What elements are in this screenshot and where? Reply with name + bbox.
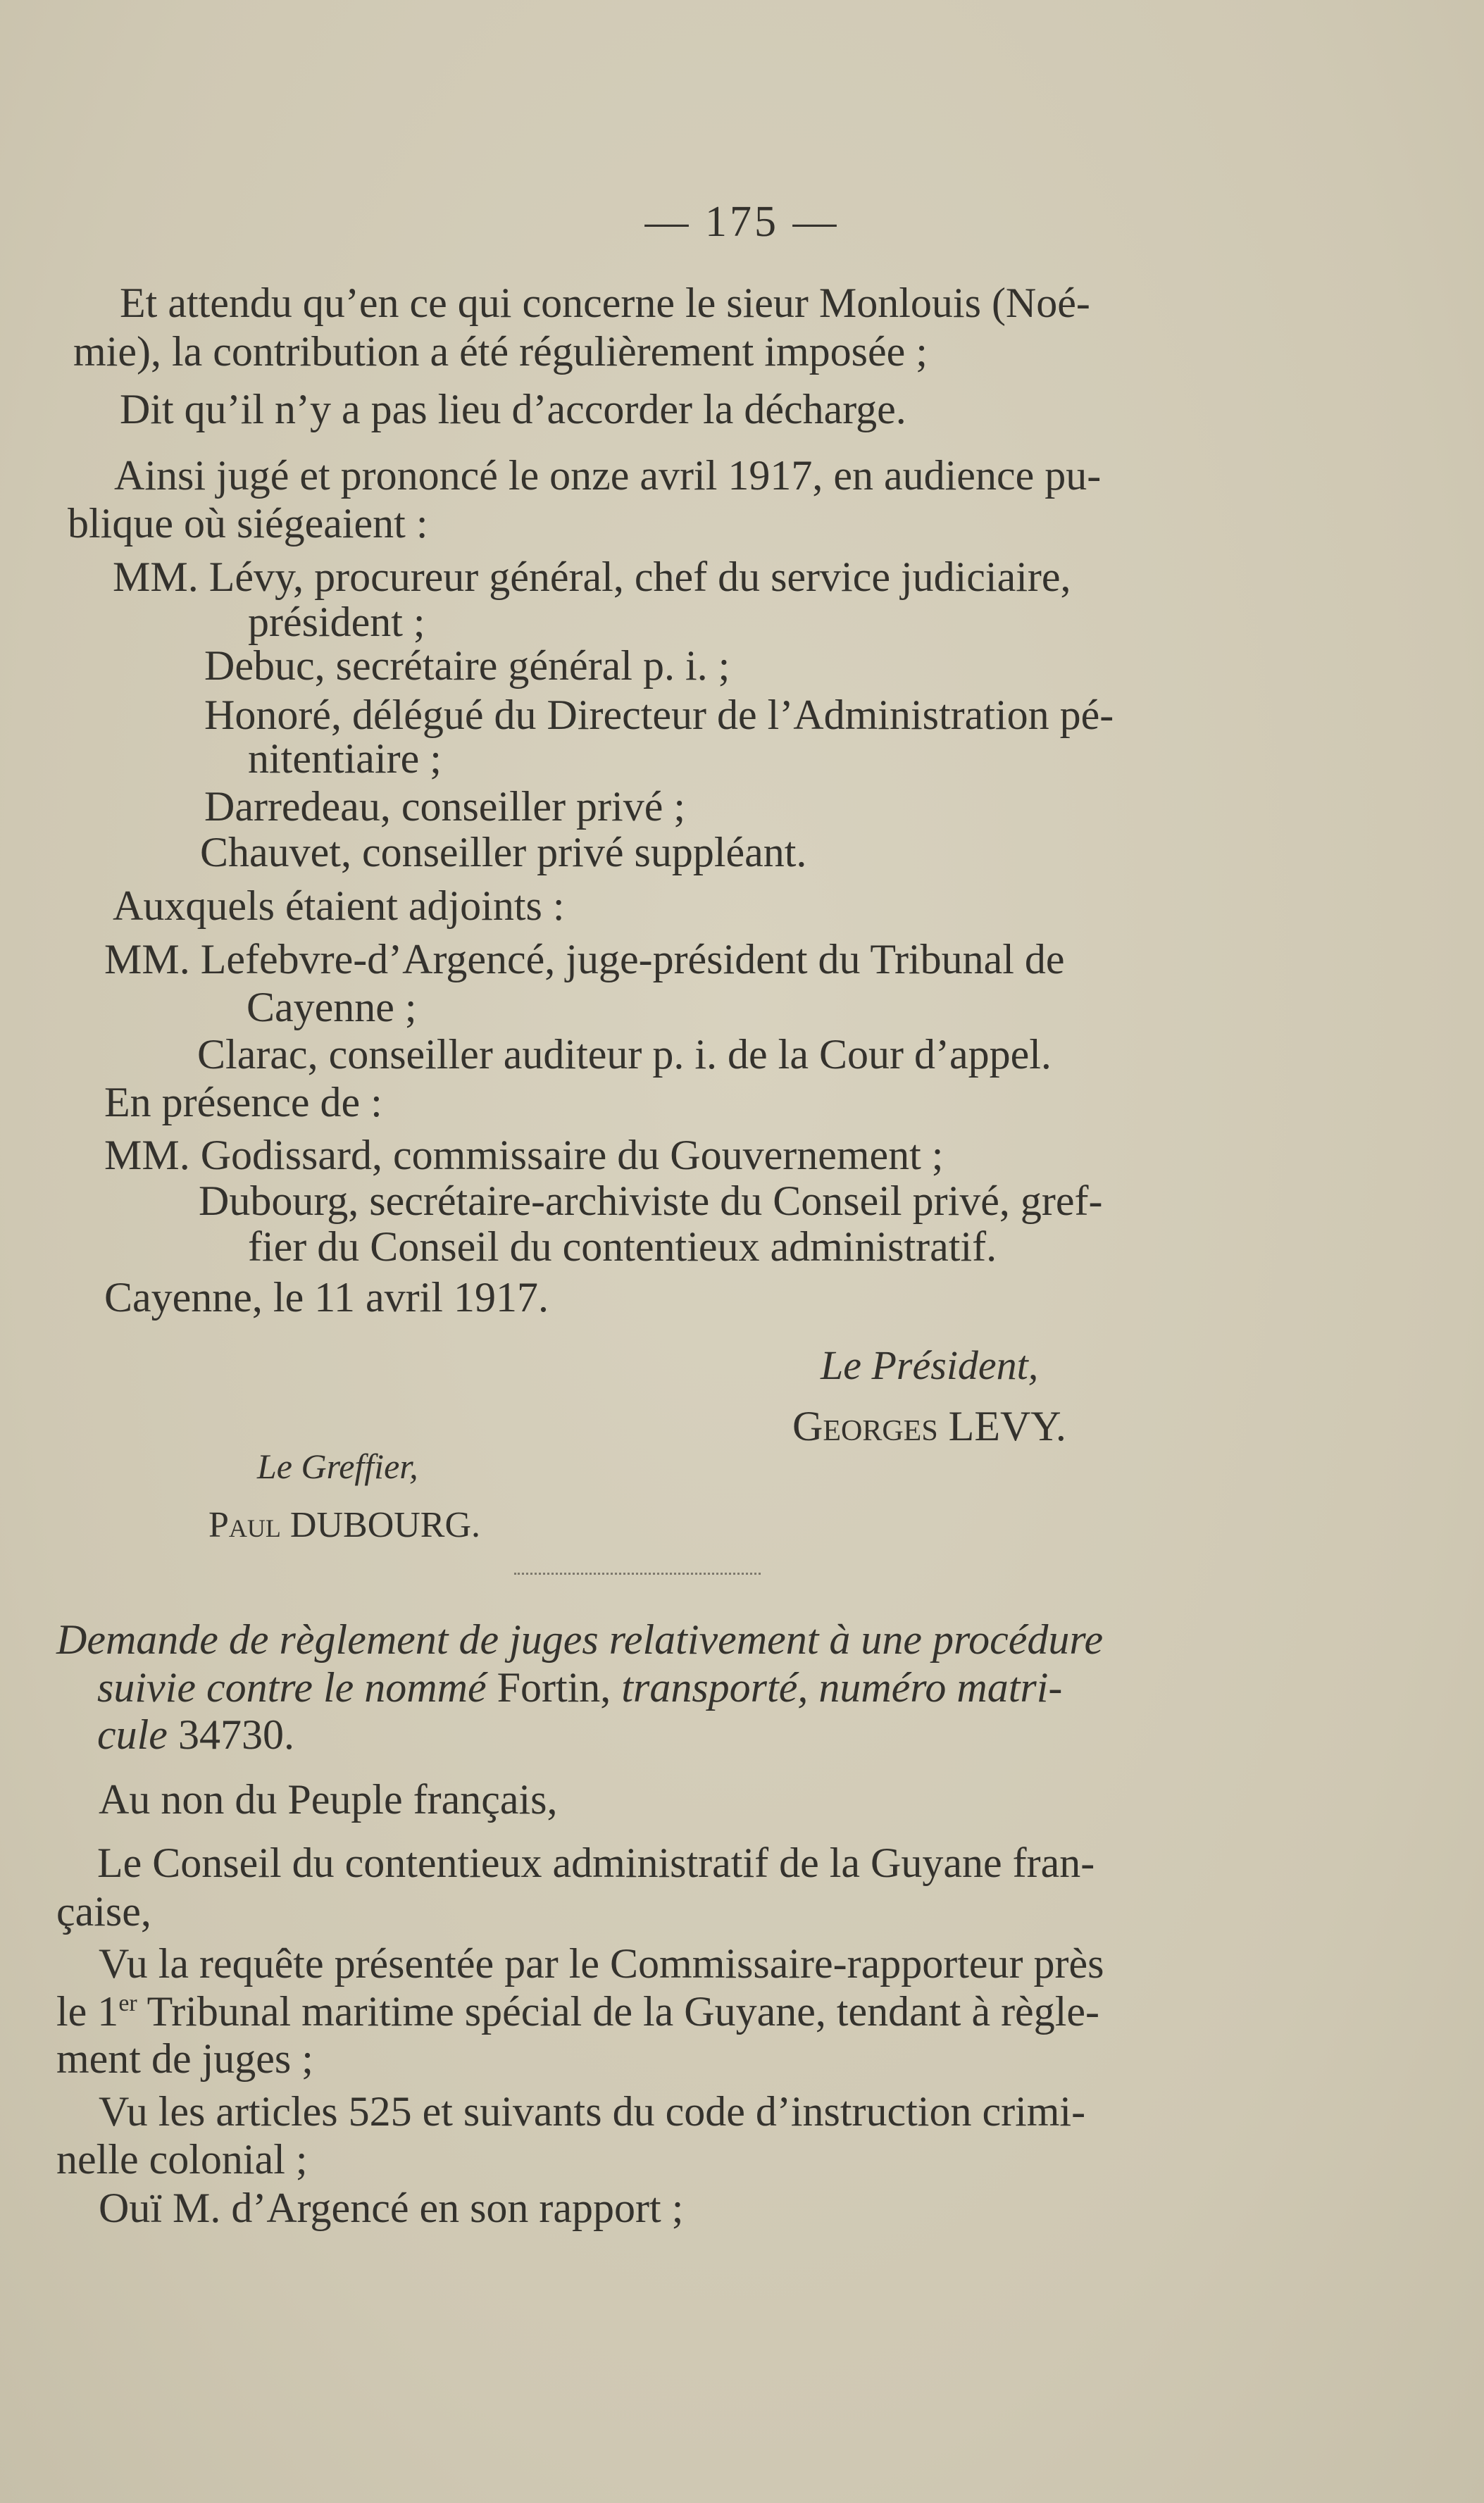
case-heading-line bbox=[97, 1711, 294, 1758]
case-heading-line: Demande de règlement de juges relativement à une procédure bbox=[56, 1616, 1104, 1663]
page-number: — 175 — bbox=[644, 198, 840, 246]
text-line bbox=[56, 1990, 1099, 2033]
text-line: Cayenne, le 11 avril 1917. bbox=[104, 1274, 549, 1321]
text-line: Ouï M. d’Argencé en son rapport ; bbox=[99, 2185, 684, 2231]
text-line: Et attendu qu’en ce qui concerne le sieur Monlouis (Noé- bbox=[120, 280, 1090, 326]
greffier-title: Le Greffier, bbox=[257, 1447, 418, 1486]
superscript: er bbox=[118, 1990, 137, 2016]
accused-name: Fortin, bbox=[497, 1664, 611, 1711]
text-line: Dubourg, secrétaire-archiviste du Conseil privé, gref- bbox=[199, 1178, 1103, 1224]
text-line: Ainsi jugé et prononcé le onze avril 1917, en audience pu- bbox=[114, 452, 1102, 499]
text-line: Debuc, secrétaire général p. i. ; bbox=[204, 642, 730, 689]
section-divider bbox=[514, 1573, 761, 1575]
text-line: Cayenne ; bbox=[247, 984, 417, 1030]
president-name: Georges LEVY. bbox=[792, 1403, 1066, 1449]
president-title: Le Président, bbox=[821, 1342, 1039, 1388]
greffier-name: Paul DUBOURG. bbox=[208, 1505, 481, 1545]
text-line: Vu la requête présentée par le Commissaire-rapporteur près bbox=[99, 1940, 1104, 1987]
text-line: mie), la contribution a été régulièrement imposée ; bbox=[73, 328, 928, 375]
case-heading-text: cule bbox=[97, 1711, 168, 1758]
text-line: Vu les articles 525 et suivants du code d’instruction crimi- bbox=[99, 2088, 1086, 2135]
matricule-number: 34730. bbox=[177, 1711, 294, 1758]
text-line: Clarac, conseiller auditeur p. i. de la Cour d’appel. bbox=[197, 1031, 1052, 1078]
text-line: MM. Lefebvre-d’Argencé, juge-président du Tribunal de bbox=[104, 936, 1065, 982]
text-line: nitentiaire ; bbox=[248, 735, 442, 782]
text-fragment: Tribunal maritime spécial de la Guyane, tendant à règle- bbox=[146, 1988, 1099, 2035]
text-line: Auxquels étaient adjoints : bbox=[113, 882, 565, 929]
text-line: fier du Conseil du contentieux administratif. bbox=[248, 1223, 997, 1270]
text-line: ment de juges ; bbox=[56, 2035, 313, 2082]
text-line: Au non du Peuple français, bbox=[99, 1776, 558, 1823]
text-line: MM. Godissard, commissaire du Gouvernement ; bbox=[104, 1132, 944, 1178]
case-heading-text: suivie contre le nommé bbox=[97, 1664, 487, 1711]
text-line: Honoré, délégué du Directeur de l’Administration pé- bbox=[204, 692, 1114, 738]
text-line: Dit qu’il n’y a pas lieu d’accorder la décharge. bbox=[120, 386, 906, 432]
text-line: Chauvet, conseiller privé suppléant. bbox=[200, 829, 807, 875]
text-line: blique où siégeaient : bbox=[68, 500, 428, 547]
text-fragment: le 1 bbox=[56, 1988, 119, 2035]
text-line: En présence de : bbox=[104, 1079, 382, 1125]
text-line: président ; bbox=[248, 599, 425, 645]
text-line: Darredeau, conseiller privé ; bbox=[204, 783, 685, 830]
text-line: çaise, bbox=[56, 1888, 151, 1935]
case-heading-line bbox=[97, 1666, 1062, 1709]
text-line: nelle colonial ; bbox=[56, 2136, 308, 2183]
text-line: MM. Lévy, procureur général, chef du service judiciaire, bbox=[113, 554, 1071, 600]
case-heading-text: transporté, numéro matri- bbox=[621, 1664, 1063, 1711]
text-line: Le Conseil du contentieux administratif de la Guyane fran- bbox=[97, 1840, 1095, 1886]
